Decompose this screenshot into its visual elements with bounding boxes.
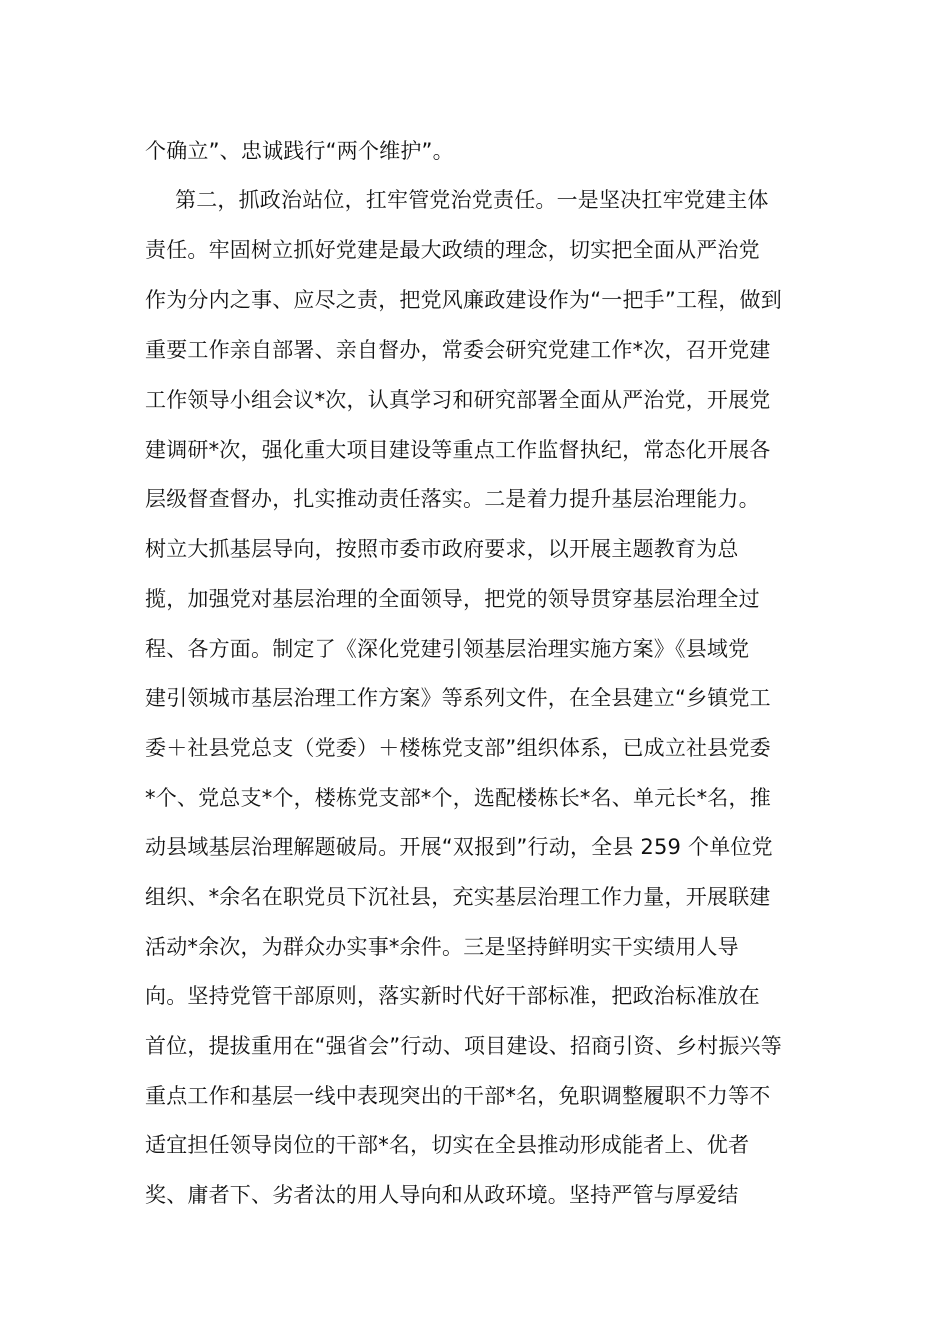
- paragraph-first-line: 第二，抓政治站位，扛牢管党治党责任。一是坚决扛牢党建主体: [175, 188, 769, 212]
- text-line: 首位，提拔重用在“强省会”行动、项目建设、招商引资、乡村振兴等: [145, 1034, 782, 1058]
- text-line: 组织、*余名在职党员下沉社县，充实基层治理工作力量，开展联建: [145, 885, 771, 909]
- text-line: 责任。牢固树立抓好党建是最大政绩的理念，切实把全面从严治党: [145, 238, 760, 262]
- text-line: 个确立”、忠诚践行“两个维护”。: [145, 139, 454, 163]
- text-line: 委＋社县党总支（党委）＋楼栋党支部”组织体系，已成立社县党委: [145, 736, 771, 760]
- text-line: 树立大抓基层导向，按照市委市政府要求，以开展主题教育为总: [145, 537, 739, 561]
- text-line: 活动*余次，为群众办实事*余件。三是坚持鲜明实干实绩用人导: [145, 935, 739, 959]
- text-line: 重要工作亲自部署、亲自督办，常委会研究党建工作*次，召开党建: [145, 338, 771, 362]
- text-line: 揽，加强党对基层治理的全面领导，把党的领导贯穿基层治理全过: [145, 587, 760, 611]
- text-line: 建调研*次，强化重大项目建设等重点工作监督执纪，常态化开展各: [145, 438, 771, 462]
- text-line: 程、各方面。制定了《深化党建引领基层治理实施方案》《县域党: [145, 637, 750, 661]
- text-line: 工作领导小组会议*次，认真学习和研究部署全面从严治党，开展党: [145, 388, 771, 412]
- text-line: 层级督查督办，扎实推动责任落实。二是着力提升基层治理能力。: [145, 487, 760, 511]
- text-line: 向。坚持党管干部原则，落实新时代好干部标准，把政治标准放在: [145, 984, 760, 1008]
- text-line: 建引领城市基层治理工作方案》等系列文件，在全县建立“乡镇党工: [145, 686, 771, 710]
- text-line: 动县域基层治理解题破局。开展“双报到”行动，全县 259 个单位党: [145, 835, 773, 859]
- text-line: 适宜担任领导岗位的干部*名，切实在全县推动形成能者上、优者: [145, 1133, 750, 1157]
- text-line: 作为分内之事、应尽之责，把党风廉政建设作为“一把手”工程，做到: [145, 288, 782, 312]
- text-line: 奖、庸者下、劣者汰的用人导向和从政环境。坚持严管与厚爱结: [145, 1183, 739, 1207]
- text-line: 重点工作和基层一线中表现突出的干部*名，免职调整履职不力等不: [145, 1084, 771, 1108]
- text-line: *个、党总支*个，楼栋党支部*个，选配楼栋长*名、单元长*名，推: [145, 786, 771, 810]
